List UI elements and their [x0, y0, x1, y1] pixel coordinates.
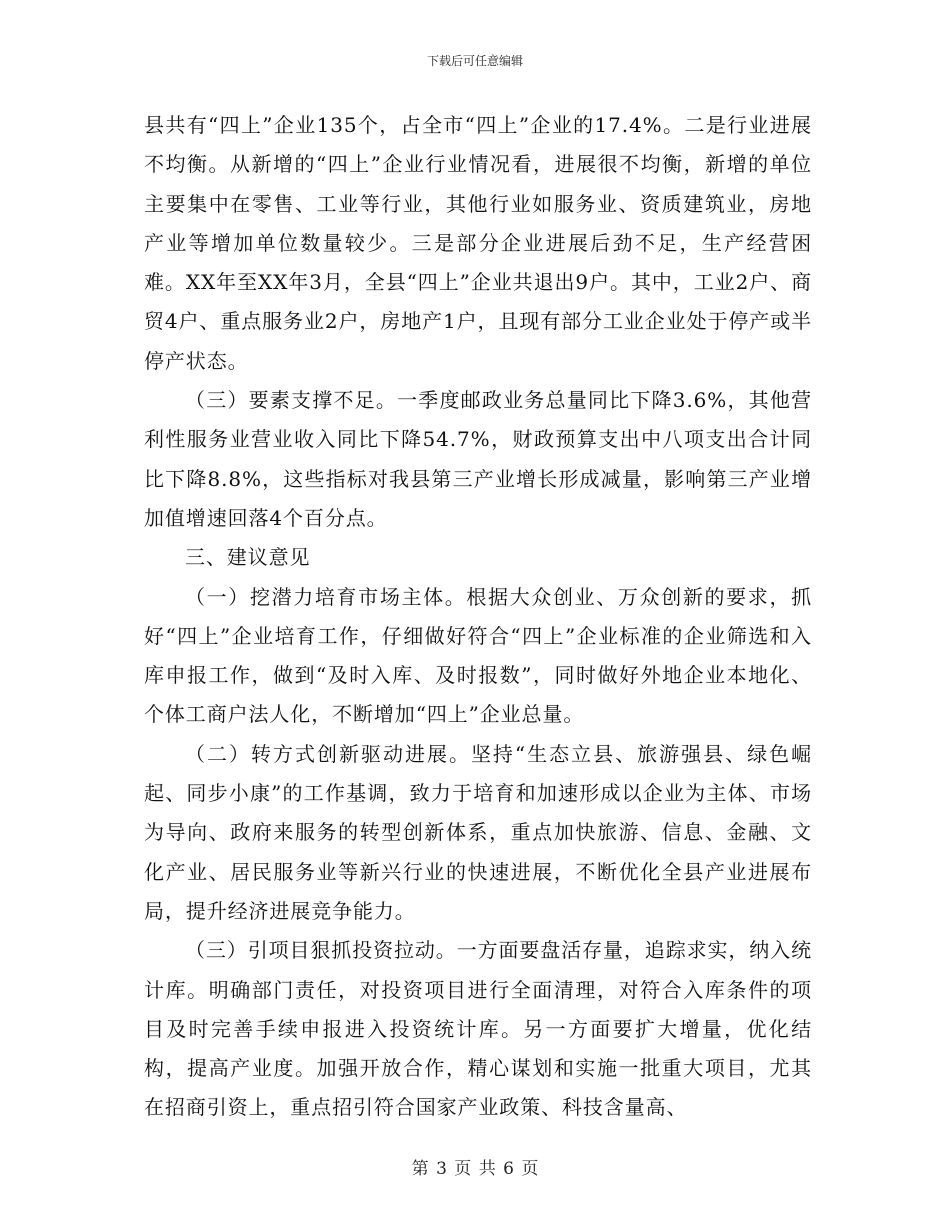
paragraph-1: 县共有“四上”企业135个，占全市“四上”企业的17.4%。二是行业进展不均衡。从新增的“四上”企业行业情况看，进展很不均衡，新增的单位主要集中在零售、工业等行业，其他行业如服务业、资质建筑业，房地产业等增加单位数量较少。三是部分企业进展后劲不足，生产经营困难。XX年至XX年3月，全县“四上”企业共退出9户。其中，工业2户、商贸4户、重点服务业2户，房地产1户，且现有部分工业企业处于停产或半停产状态。 — [144, 113, 812, 373]
paragraph-2: （三）要素支撑不足。一季度邮政业务总量同比下降3.6%，其他营利性服务业营业收入同比下降54.7%，财政预算支出中八项支出合计同比下降8.8%，这些指标对我县第三产业增长形成减量，影响第三产业增加值增速回落4个百分点。 — [144, 388, 812, 530]
page-header: 下载后可任意编辑 — [426, 54, 523, 68]
page-footer: 第 3 页 共 6 页 — [411, 1159, 539, 1179]
document-body — [144, 106, 812, 1128]
paragraph-5: （三）引项目狠抓投资拉动。一方面要盘活存量，追踪求实，纳入统计库。明确部门责任，对投资项目进行全面清理，对符合入库条件的项目及时完善手续申报进入投资统计库。另一方面要扩大增量，优化结构，提高产业度。加强开放合作，精心谋划和实施一批重大项目，尤其在招商引资上，重点招引符合国家产业政策、科技含量高、 — [144, 938, 812, 1120]
paragraph-4: （二）转方式创新驱动进展。坚持“生态立县、旅游强县、绿色崛起、同步小康”的工作基调，致力于培育和加速形成以企业为主体、市场为导向、政府来服务的转型创新体系，重点加快旅游、信息、金融、文化产业、居民服务业等新兴行业的快速进展，不断优化全县产业进展布局，提升经济进展竞争能力。 — [144, 741, 812, 923]
section-heading: 三、建议意见 — [185, 545, 311, 570]
paragraph-3: （一）挖潜力培育市场主体。根据大众创业、万众创新的要求，抓好“四上”企业培育工作，仔细做好符合“四上”企业标准的企业筛选和入库申报工作，做到“及时入库、及时报数”，同时做好外地企业本地化、个体工商户法人化，不断增加“四上”企业总量。 — [144, 584, 812, 727]
